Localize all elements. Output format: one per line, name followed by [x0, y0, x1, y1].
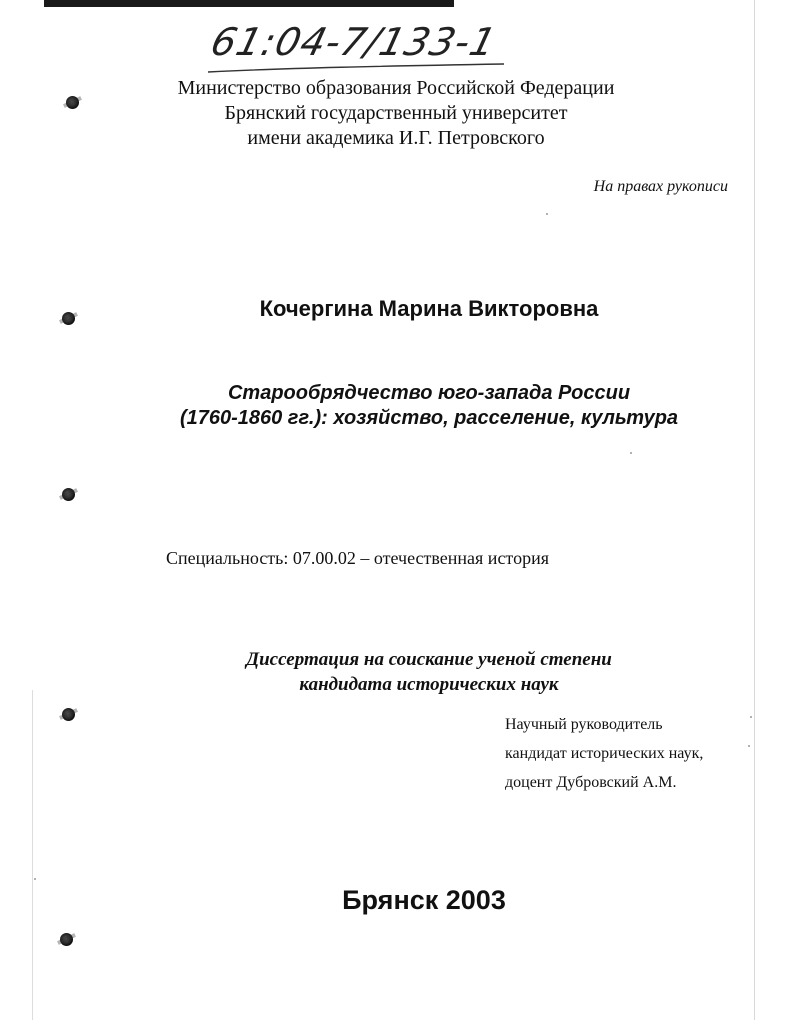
supervisor-line: кандидат исторических наук, — [505, 745, 704, 762]
scan-speck — [750, 716, 752, 718]
scan-top-edge — [44, 0, 454, 7]
scan-speck — [748, 745, 750, 747]
archive-code-underline — [206, 62, 506, 76]
header-line: Министерство образования Российской Федерации — [177, 77, 615, 99]
binder-hole-icon — [62, 708, 75, 721]
degree-statement — [0, 647, 792, 697]
specialty-line: Специальность: 07.00.02 – отечественная история — [166, 548, 549, 568]
manuscript-rights-note: На правах рукописи — [593, 178, 728, 195]
supervisor-line: доцент Дубровский А.М. — [505, 774, 677, 791]
scan-left-edge — [32, 690, 33, 1020]
supervisor-block — [505, 710, 703, 797]
header-line: имени академика И.Г. Петровского — [247, 127, 545, 149]
binder-hole-icon — [60, 933, 73, 946]
header-line: Брянский государственный университет — [224, 102, 568, 124]
dissertation-title — [0, 381, 792, 431]
scan-speck — [630, 452, 632, 454]
scan-speck — [34, 878, 36, 880]
city-year: Брянск 2003 — [342, 885, 506, 915]
degree-line: кандидата исторических наук — [299, 674, 559, 695]
archive-code-handwritten: 61:04-7/133-1 — [206, 20, 502, 64]
scan-speck — [546, 213, 548, 215]
title-line: Старообрядчество юго-запада России — [227, 382, 631, 404]
ministry-header — [0, 76, 792, 151]
binder-hole-icon — [62, 488, 75, 501]
title-line: (1760-1860 гг.): хозяйство, расселение, культура — [179, 407, 679, 429]
supervisor-line: Научный руководитель — [505, 716, 663, 733]
author-name: Кочергина Марина Викторовна — [259, 296, 599, 321]
scan-right-edge — [754, 0, 755, 1020]
degree-line: Диссертация на соискание ученой степени — [246, 649, 612, 670]
